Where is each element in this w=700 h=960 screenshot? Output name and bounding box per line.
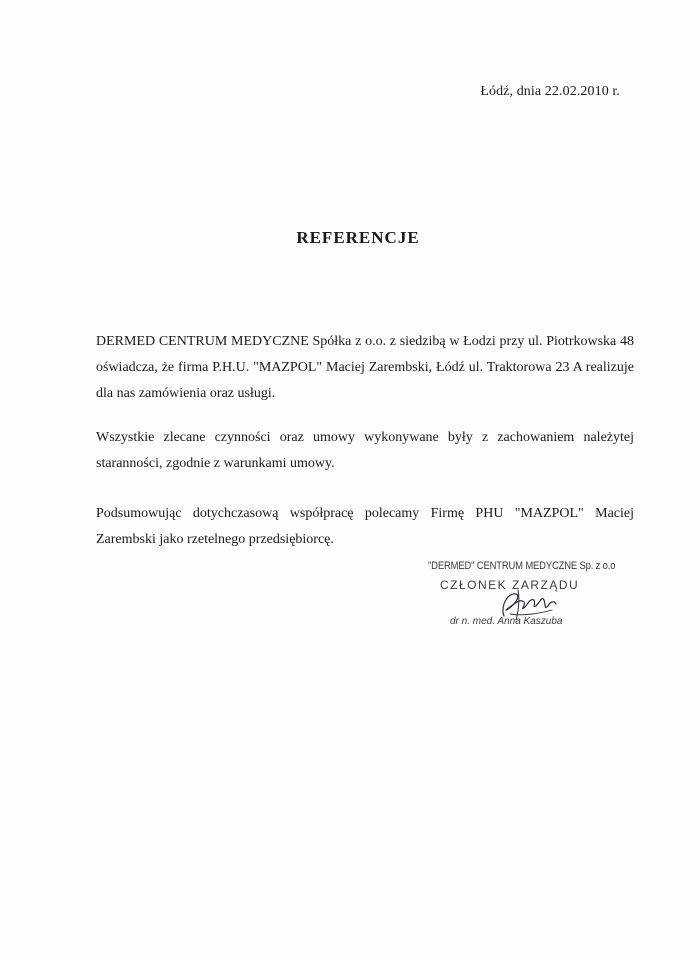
document-title: REFERENCJE xyxy=(296,228,420,247)
paragraph-company-statement: DERMED CENTRUM MEDYCZNE Spółka z o.o. z siedzibą w Łodzi przy ul. Piotrkowska 48 oświadcza, że firma P.H.U. "MAZPOL" Maciej Zarembski, Łódź ul. Traktorowa 23 A realizuje dla nas zamówienia oraz usługi. xyxy=(96,334,634,401)
paragraph-recommendation: Podsumowując dotychczasową współpracę polecamy Firmę PHU "MAZPOL" Maciej Zarembski jako rzetelnego przedsiębiorcę. xyxy=(96,506,634,547)
stamp-company-name: "DERMED" CENTRUM MEDYCZNE Sp. z o.o xyxy=(428,560,616,572)
handwritten-signature xyxy=(498,586,558,624)
stamp-role: CZŁONEK ZARZĄDU xyxy=(440,578,580,592)
paragraph-diligence: Wszystkie zlecane czynności oraz umowy wykonywane były z zachowaniem należytej staranności, zgodnie z warunkami umowy. xyxy=(96,430,634,471)
stamp-signatory-name: dr n. med. Anna Kaszuba xyxy=(450,616,563,627)
document-date: Łódź, dnia 22.02.2010 r. xyxy=(480,84,620,99)
